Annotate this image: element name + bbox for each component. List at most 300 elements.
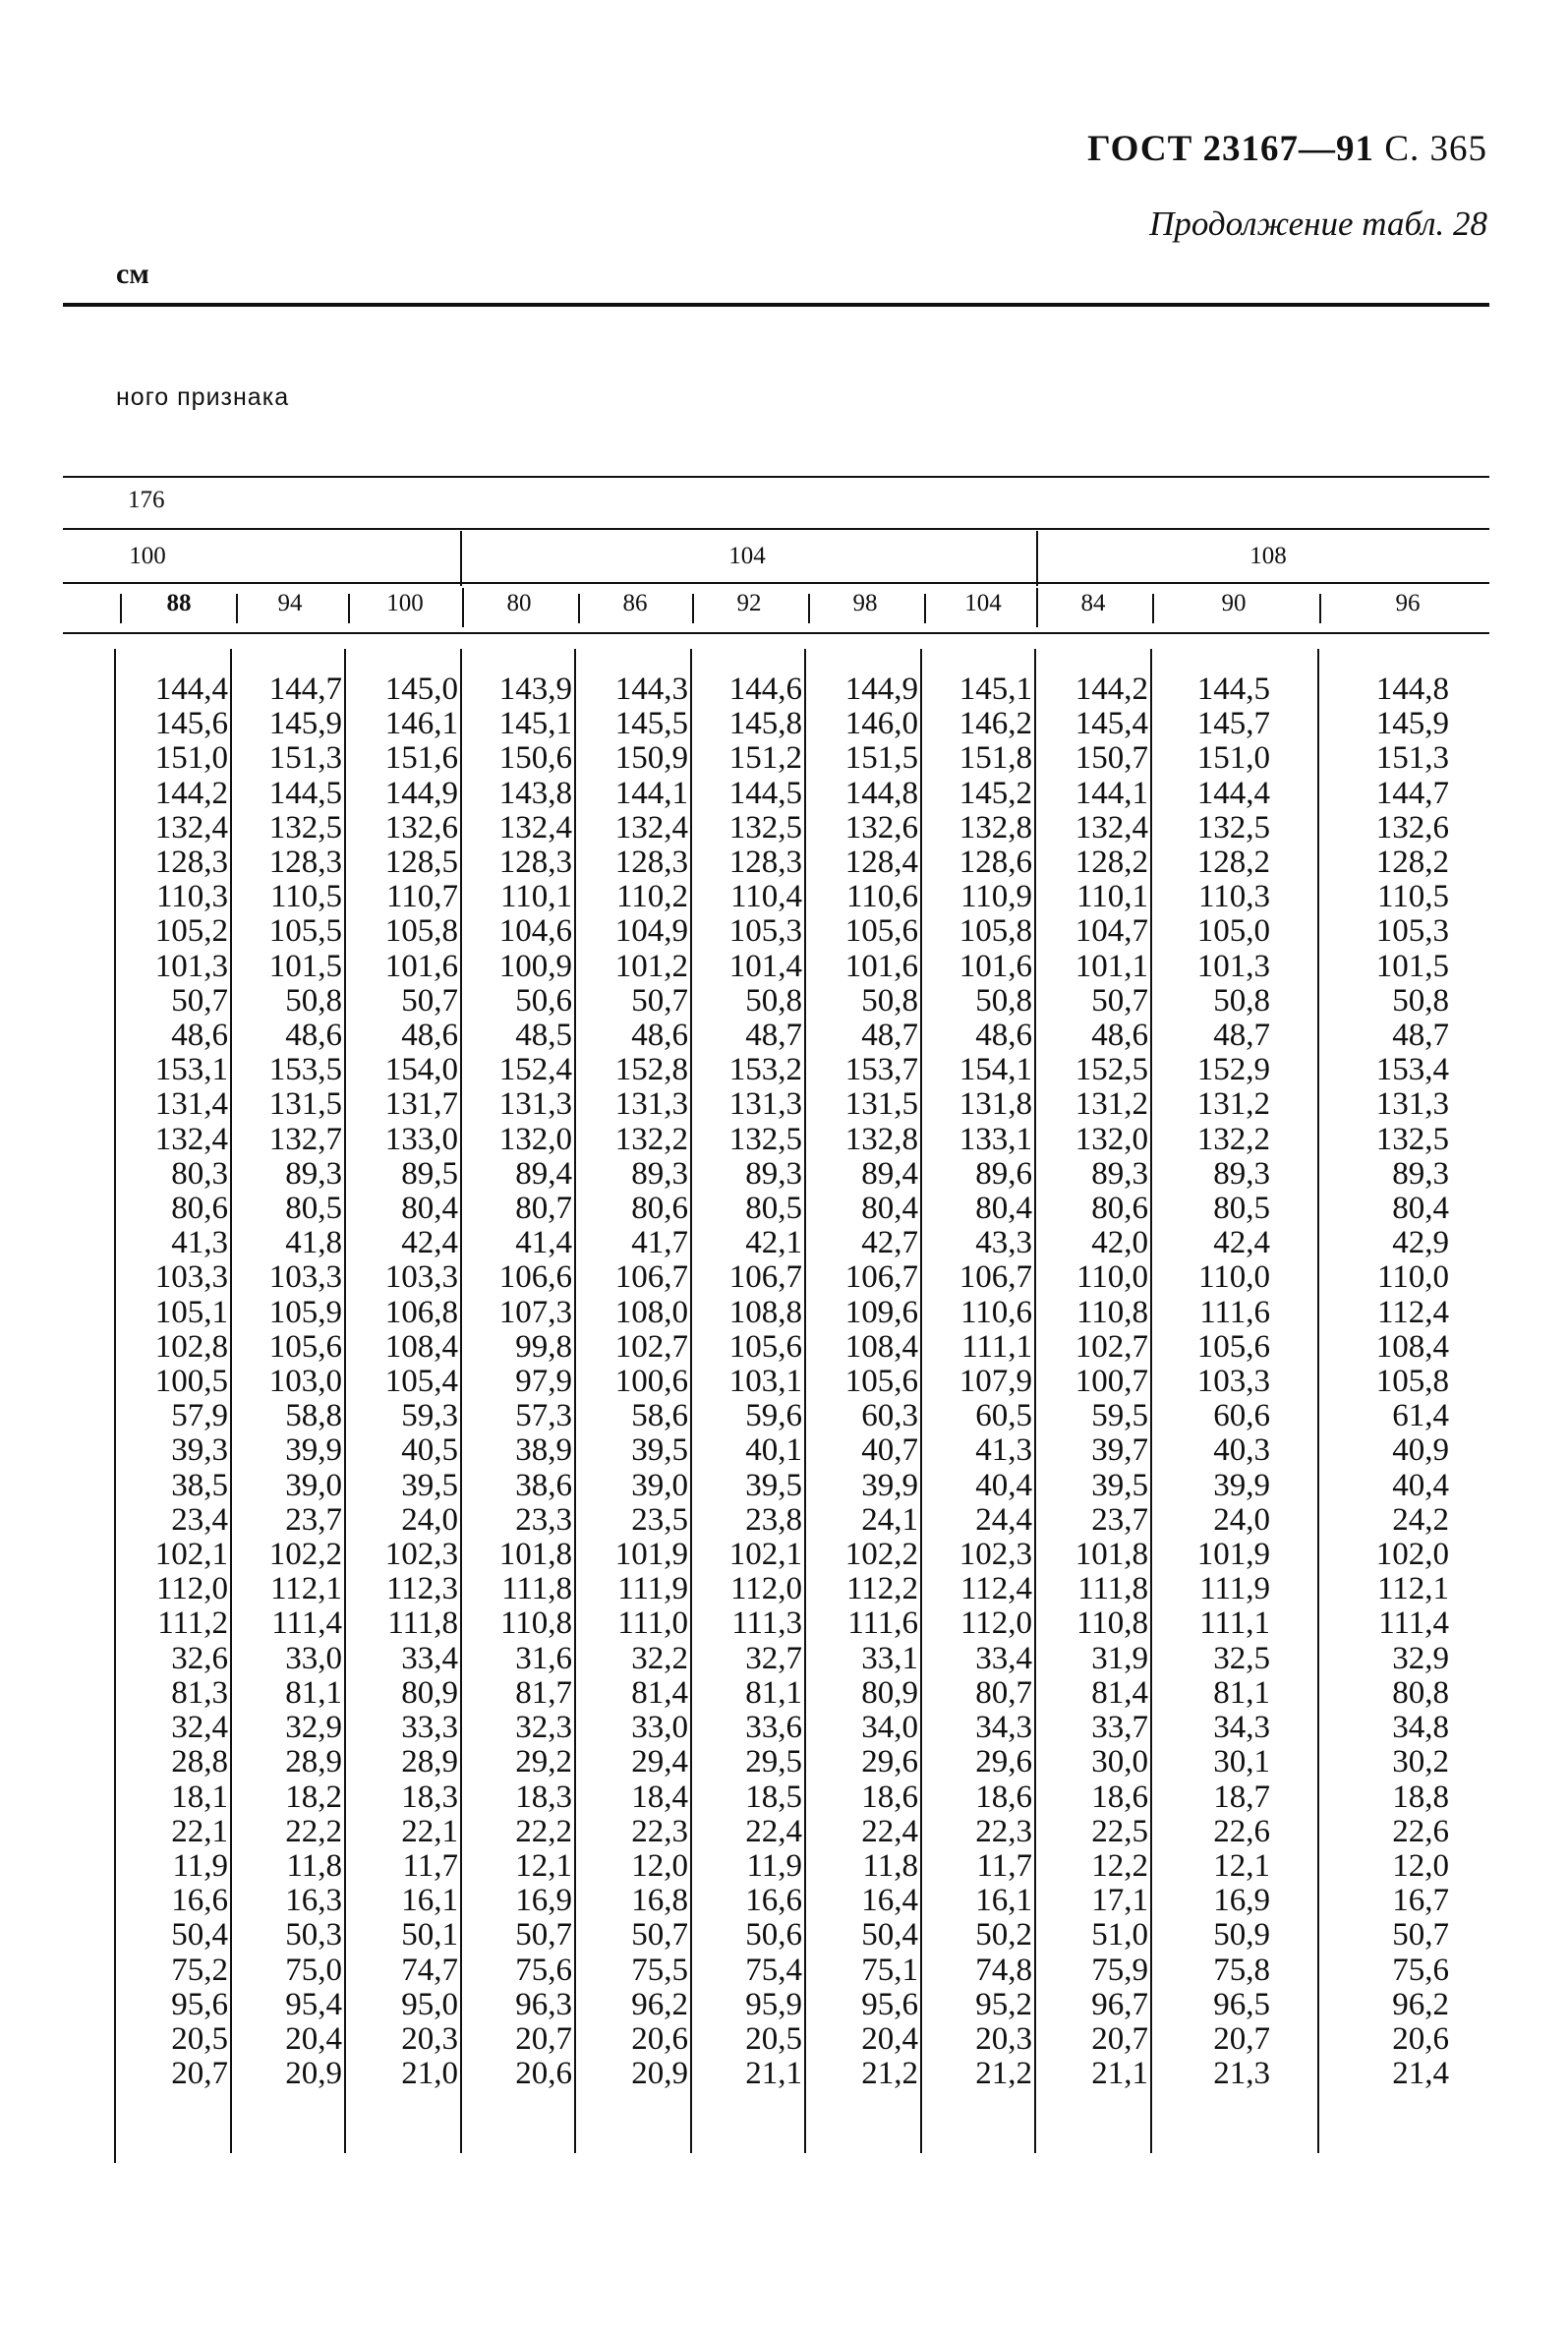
table-cell: 80,5 xyxy=(745,1191,802,1227)
table-cell: 95,6 xyxy=(861,1986,918,2022)
table-cell: 39,3 xyxy=(171,1432,228,1469)
table-cell: 41,8 xyxy=(285,1225,342,1261)
table-cell: 128,5 xyxy=(384,845,458,881)
table-cell: 16,9 xyxy=(515,1883,572,1919)
table-cell: 111,1 xyxy=(961,1328,1032,1365)
table-cell: 50,6 xyxy=(515,982,572,1019)
table-cell: 89,3 xyxy=(745,1155,802,1192)
table-cell: 75,5 xyxy=(631,1952,688,1988)
table-cell: 22,6 xyxy=(1392,1813,1449,1849)
header-separator xyxy=(808,594,810,623)
table-cell: 30,2 xyxy=(1392,1744,1449,1780)
table-cell: 108,4 xyxy=(844,1328,918,1365)
table-cell: 48,7 xyxy=(861,1018,918,1054)
table-cell: 48,7 xyxy=(1213,1018,1270,1054)
table-cell: 89,3 xyxy=(285,1155,342,1192)
table-cell: 99,8 xyxy=(515,1328,572,1365)
table-cell: 23,5 xyxy=(631,1501,688,1538)
table-cell: 50,8 xyxy=(745,982,802,1019)
page-header xyxy=(1087,128,1487,170)
table-cell: 111,6 xyxy=(847,1605,918,1642)
table-cell: 81,4 xyxy=(1091,1674,1148,1711)
table-cell: 128,6 xyxy=(958,845,1032,881)
table-cell: 22,3 xyxy=(631,1813,688,1849)
table-cell: 102,8 xyxy=(154,1328,228,1365)
table-cell: 106,7 xyxy=(614,1259,688,1296)
table-cell: 103,3 xyxy=(1196,1364,1270,1400)
table-cell: 20,4 xyxy=(861,2020,918,2057)
table-cell: 128,3 xyxy=(614,845,688,881)
table-cell: 111,3 xyxy=(731,1605,802,1642)
column-separator xyxy=(114,649,116,2163)
table-cell: 39,0 xyxy=(631,1467,688,1503)
table-cell: 59,6 xyxy=(745,1398,802,1434)
subgroup-label: 108 xyxy=(1249,543,1287,569)
table-cell: 22,2 xyxy=(515,1813,572,1849)
table-cell: 75,1 xyxy=(861,1952,918,1988)
table-cell: 50,1 xyxy=(401,1917,458,1954)
table-cell: 42,0 xyxy=(1091,1225,1148,1261)
table-cell: 58,8 xyxy=(285,1398,342,1434)
table-cell: 110,7 xyxy=(385,879,458,915)
table-cell: 151,5 xyxy=(844,740,918,777)
table-cell: 106,7 xyxy=(728,1259,802,1296)
table-cell: 105,2 xyxy=(154,913,228,950)
table-cell: 97,9 xyxy=(515,1364,572,1400)
table-cell: 16,8 xyxy=(631,1883,688,1919)
table-cell: 145,1 xyxy=(958,671,1032,707)
table-cell: 143,9 xyxy=(498,671,572,707)
table-cell: 12,1 xyxy=(1213,1847,1270,1884)
table-cell: 95,4 xyxy=(285,1986,342,2022)
table-cell: 146,2 xyxy=(958,706,1032,742)
column-separator xyxy=(920,649,922,2153)
table-cell: 39,5 xyxy=(745,1467,802,1503)
table-cell: 131,5 xyxy=(844,1086,918,1123)
header-separator xyxy=(1152,594,1154,623)
table-cell: 128,3 xyxy=(268,845,342,881)
table-cell: 80,7 xyxy=(515,1191,572,1227)
table-cell: 112,2 xyxy=(845,1571,918,1607)
table-cell: 128,3 xyxy=(728,845,802,881)
table-cell: 23,3 xyxy=(515,1501,572,1538)
table-cell: 153,1 xyxy=(154,1052,228,1088)
table-column xyxy=(808,672,918,2091)
table-cell: 132,8 xyxy=(844,1121,918,1157)
table-cell: 50,8 xyxy=(285,982,342,1019)
table-cell: 18,1 xyxy=(171,1779,228,1815)
table-cell: 144,8 xyxy=(844,775,918,811)
table-cell: 75,6 xyxy=(1392,1952,1449,1988)
table-cell: 132,0 xyxy=(498,1121,572,1157)
table-cell: 112,0 xyxy=(959,1605,1032,1642)
table-cell: 102,2 xyxy=(268,1537,342,1573)
table-cell: 21,1 xyxy=(1091,2056,1148,2092)
table-cell: 80,8 xyxy=(1392,1674,1449,1711)
table-cell: 111,9 xyxy=(617,1571,688,1607)
table-column xyxy=(578,672,688,2091)
table-cell: 101,3 xyxy=(154,948,228,984)
table-cell: 110,3 xyxy=(1197,879,1270,915)
table-cell: 74,8 xyxy=(975,1952,1032,1988)
table-cell: 32,5 xyxy=(1213,1640,1270,1676)
table-cell: 21,3 xyxy=(1213,2056,1270,2092)
table-cell: 101,6 xyxy=(958,948,1032,984)
table-cell: 105,5 xyxy=(268,913,342,950)
table-cell: 89,4 xyxy=(515,1155,572,1192)
header-separator xyxy=(236,594,238,623)
table-cell: 42,9 xyxy=(1392,1225,1449,1261)
table-cell: 40,3 xyxy=(1213,1432,1270,1469)
table-cell: 101,2 xyxy=(614,948,688,984)
table-column xyxy=(1038,672,1148,2091)
table-cell: 31,9 xyxy=(1091,1640,1148,1676)
table-cell: 110,1 xyxy=(1075,879,1148,915)
table-cell: 111,8 xyxy=(1077,1571,1148,1607)
table-cell: 132,6 xyxy=(1375,809,1449,846)
table-cell: 50,9 xyxy=(1213,1917,1270,1954)
table-cell: 20,4 xyxy=(285,2020,342,2057)
table-cell: 128,3 xyxy=(154,845,228,881)
table-cell: 96,3 xyxy=(515,1986,572,2022)
table-cell: 18,8 xyxy=(1392,1779,1449,1815)
header-separator xyxy=(348,594,350,623)
table-cell: 41,3 xyxy=(975,1432,1032,1469)
table-cell: 144,2 xyxy=(1074,671,1148,707)
table-cell: 145,8 xyxy=(728,706,802,742)
table-cell: 96,7 xyxy=(1091,1986,1148,2022)
table-cell: 22,6 xyxy=(1213,1813,1270,1849)
header-separator xyxy=(462,588,464,627)
table-cell: 50,8 xyxy=(1213,982,1270,1019)
table-cell: 89,4 xyxy=(861,1155,918,1192)
table-cell: 96,2 xyxy=(1392,1986,1449,2022)
column-separator xyxy=(460,649,462,2153)
table-cell: 103,3 xyxy=(384,1259,458,1296)
table-cell: 42,7 xyxy=(861,1225,918,1261)
table-cell: 30,0 xyxy=(1091,1744,1148,1780)
table-cell: 131,3 xyxy=(614,1086,688,1123)
table-cell: 132,4 xyxy=(614,809,688,846)
table-cell: 132,5 xyxy=(1196,809,1270,846)
table-cell: 12,0 xyxy=(631,1847,688,1884)
table-cell: 131,4 xyxy=(154,1086,228,1123)
table-cell: 145,1 xyxy=(498,706,572,742)
table-cell: 111,8 xyxy=(501,1571,572,1607)
standard-number: ГОСТ 23167—91 xyxy=(1087,129,1375,169)
table-cell: 101,8 xyxy=(1074,1537,1148,1573)
table-cell: 20,7 xyxy=(1213,2020,1270,2057)
table-cell: 40,4 xyxy=(1392,1467,1449,1503)
header-separator xyxy=(1319,594,1321,623)
table-cell: 24,1 xyxy=(861,1501,918,1538)
table-cell: 81,4 xyxy=(631,1674,688,1711)
table-cell: 132,4 xyxy=(154,1121,228,1157)
column-header: 84 xyxy=(1080,590,1106,616)
table-cell: 18,3 xyxy=(401,1779,458,1815)
header-separator xyxy=(120,594,122,623)
table-cell: 152,5 xyxy=(1074,1052,1148,1088)
table-cell: 144,5 xyxy=(268,775,342,811)
table-cell: 112,0 xyxy=(729,1571,802,1607)
table-column xyxy=(694,672,802,2091)
header-rule-3 xyxy=(63,582,1489,584)
table-cell: 38,6 xyxy=(515,1467,572,1503)
column-header: 94 xyxy=(277,590,303,616)
table-cell: 23,7 xyxy=(285,1501,342,1538)
table-cell: 145,5 xyxy=(614,706,688,742)
column-header: 86 xyxy=(622,590,648,616)
table-cell: 33,0 xyxy=(285,1640,342,1676)
table-cell: 22,1 xyxy=(401,1813,458,1849)
table-cell: 75,0 xyxy=(285,1952,342,1988)
table-cell: 34,8 xyxy=(1392,1710,1449,1746)
table-cell: 50,7 xyxy=(171,982,228,1019)
table-cell: 39,5 xyxy=(631,1432,688,1469)
table-cell: 22,4 xyxy=(745,1813,802,1849)
table-cell: 153,4 xyxy=(1375,1052,1449,1088)
table-cell: 108,0 xyxy=(614,1294,688,1330)
table-cell: 131,3 xyxy=(728,1086,802,1123)
table-cell: 132,0 xyxy=(1074,1121,1148,1157)
table-cell: 50,7 xyxy=(1392,1917,1449,1954)
table-cell: 105,6 xyxy=(1196,1328,1270,1365)
table-cell: 18,6 xyxy=(975,1779,1032,1815)
table-cell: 75,6 xyxy=(515,1952,572,1988)
table-cell: 128,3 xyxy=(498,845,572,881)
table-cell: 20,5 xyxy=(745,2020,802,2057)
table-cell: 80,4 xyxy=(975,1191,1032,1227)
table-cell: 20,5 xyxy=(171,2020,228,2057)
table-cell: 132,5 xyxy=(728,809,802,846)
table-cell: 110,4 xyxy=(729,879,802,915)
table-cell: 105,8 xyxy=(958,913,1032,950)
table-cell: 128,4 xyxy=(844,845,918,881)
column-separator xyxy=(804,649,806,2153)
table-cell: 60,5 xyxy=(975,1398,1032,1434)
table-cell: 16,7 xyxy=(1392,1883,1449,1919)
table-cell: 33,1 xyxy=(861,1640,918,1676)
table-cell: 24,2 xyxy=(1392,1501,1449,1538)
table-cell: 32,9 xyxy=(285,1710,342,1746)
table-cell: 105,8 xyxy=(384,913,458,950)
table-cell: 80,9 xyxy=(401,1674,458,1711)
table-cell: 131,8 xyxy=(958,1086,1032,1123)
table-cell: 20,6 xyxy=(1392,2020,1449,2057)
table-cell: 112,0 xyxy=(155,1571,228,1607)
table-cell: 80,4 xyxy=(1392,1191,1449,1227)
table-cell: 23,4 xyxy=(171,1501,228,1538)
table-cell: 111,8 xyxy=(387,1605,458,1642)
table-cell: 132,2 xyxy=(1196,1121,1270,1157)
top-rule xyxy=(63,303,1489,307)
table-cell: 51,0 xyxy=(1091,1917,1148,1954)
table-cell: 18,6 xyxy=(1091,1779,1148,1815)
table-cell: 106,7 xyxy=(844,1259,918,1296)
table-cell: 110,5 xyxy=(269,879,342,915)
table-cell: 111,9 xyxy=(1199,1571,1270,1607)
table-cell: 42,4 xyxy=(1213,1225,1270,1261)
table-column xyxy=(118,672,228,2091)
table-cell: 108,4 xyxy=(384,1328,458,1365)
table-cell: 131,2 xyxy=(1196,1086,1270,1123)
table-cell: 28,8 xyxy=(171,1744,228,1780)
table-cell: 20,6 xyxy=(631,2020,688,2057)
table-cell: 41,7 xyxy=(631,1225,688,1261)
table-cell: 102,3 xyxy=(958,1537,1032,1573)
table-cell: 100,5 xyxy=(154,1364,228,1400)
table-cell: 80,4 xyxy=(861,1191,918,1227)
table-cell: 110,0 xyxy=(1197,1259,1270,1296)
table-cell: 110,0 xyxy=(1075,1259,1148,1296)
table-cell: 12,2 xyxy=(1091,1847,1148,1884)
table-cell: 11,7 xyxy=(402,1847,458,1884)
table-cell: 39,5 xyxy=(1091,1467,1148,1503)
table-cell: 144,1 xyxy=(614,775,688,811)
table-cell: 20,9 xyxy=(285,2056,342,2092)
table-cell: 100,9 xyxy=(498,948,572,984)
table-cell: 144,9 xyxy=(844,671,918,707)
table-cell: 89,3 xyxy=(1213,1155,1270,1192)
table-cell: 50,7 xyxy=(631,1917,688,1954)
table-cell: 144,2 xyxy=(154,775,228,811)
table-cell: 20,3 xyxy=(975,2020,1032,2057)
table-cell: 151,2 xyxy=(728,740,802,777)
table-cell: 18,4 xyxy=(631,1779,688,1815)
header-separator xyxy=(1036,588,1038,627)
subgroup-separator xyxy=(460,531,462,586)
table-cell: 132,5 xyxy=(1375,1121,1449,1157)
table-cell: 12,0 xyxy=(1392,1847,1449,1884)
table-cell: 34,3 xyxy=(1213,1710,1270,1746)
table-cell: 96,2 xyxy=(631,1986,688,2022)
table-cell: 154,1 xyxy=(958,1052,1032,1088)
table-cell: 151,0 xyxy=(154,740,228,777)
table-cell: 144,3 xyxy=(614,671,688,707)
table-cell: 40,7 xyxy=(861,1432,918,1469)
table-cell: 30,1 xyxy=(1213,1744,1270,1780)
table-cell: 80,4 xyxy=(401,1191,458,1227)
table-cell: 145,9 xyxy=(1375,706,1449,742)
table-cell: 20,7 xyxy=(171,2056,228,2092)
table-cell: 33,4 xyxy=(975,1640,1032,1676)
table-cell: 154,0 xyxy=(384,1052,458,1088)
table-cell: 108,8 xyxy=(728,1294,802,1330)
page-number: С. 365 xyxy=(1384,129,1487,169)
header-rule-2 xyxy=(63,528,1489,530)
table-cell: 48,6 xyxy=(401,1018,458,1054)
table-cell: 41,4 xyxy=(515,1225,572,1261)
table-cell: 80,7 xyxy=(975,1674,1032,1711)
table-cell: 22,5 xyxy=(1091,1813,1148,1849)
table-cell: 18,6 xyxy=(861,1779,918,1815)
table-cell: 111,6 xyxy=(1199,1294,1270,1330)
table-cell: 29,4 xyxy=(631,1744,688,1780)
column-separator xyxy=(1317,649,1319,2153)
column-header: 104 xyxy=(964,590,1002,616)
table-cell: 108,4 xyxy=(1375,1328,1449,1365)
table-cell: 18,2 xyxy=(285,1779,342,1815)
table-cell: 81,1 xyxy=(1213,1674,1270,1711)
table-cell: 144,4 xyxy=(1196,775,1270,811)
table-cell: 153,5 xyxy=(268,1052,342,1088)
table-cell: 39,9 xyxy=(861,1467,918,1503)
table-cell: 104,9 xyxy=(614,913,688,950)
table-cell: 50,8 xyxy=(861,982,918,1019)
table-cell: 42,1 xyxy=(745,1225,802,1261)
table-cell: 80,6 xyxy=(631,1191,688,1227)
table-cell: 50,4 xyxy=(171,1917,228,1954)
subgroup-label: 104 xyxy=(728,543,766,569)
table-cell: 146,1 xyxy=(384,706,458,742)
table-cell: 18,5 xyxy=(745,1779,802,1815)
table-cell: 110,0 xyxy=(1376,1259,1449,1296)
table-cell: 152,8 xyxy=(614,1052,688,1088)
table-cell: 132,4 xyxy=(1074,809,1148,846)
table-cell: 22,3 xyxy=(975,1813,1032,1849)
table-cell: 95,0 xyxy=(401,1986,458,2022)
table-cell: 107,9 xyxy=(958,1364,1032,1400)
table-cell: 16,9 xyxy=(1213,1883,1270,1919)
table-cell: 110,6 xyxy=(959,1294,1032,1330)
table-cell: 102,0 xyxy=(1375,1537,1449,1573)
table-cell: 102,7 xyxy=(1074,1328,1148,1365)
table-cell: 34,0 xyxy=(861,1710,918,1746)
table-cell: 40,9 xyxy=(1392,1432,1449,1469)
table-cell: 132,5 xyxy=(728,1121,802,1157)
table-cell: 12,1 xyxy=(515,1847,572,1884)
table-cell: 20,3 xyxy=(401,2020,458,2057)
table-cell: 145,0 xyxy=(384,671,458,707)
table-cell: 144,1 xyxy=(1074,775,1148,811)
column-header: 100 xyxy=(386,590,424,616)
table-column xyxy=(1321,672,1449,2091)
table-cell: 41,3 xyxy=(171,1225,228,1261)
table-cell: 32,2 xyxy=(631,1640,688,1676)
table-cell: 21,2 xyxy=(861,2056,918,2092)
table-cell: 40,4 xyxy=(975,1467,1032,1503)
table-cell: 50,2 xyxy=(975,1917,1032,1954)
table-cell: 151,0 xyxy=(1196,740,1270,777)
table-cell: 132,6 xyxy=(844,809,918,846)
table-cell: 105,8 xyxy=(1375,1364,1449,1400)
table-cell: 101,1 xyxy=(1074,948,1148,984)
table-column xyxy=(464,672,572,2091)
table-cell: 132,5 xyxy=(268,809,342,846)
table-cell: 101,6 xyxy=(384,948,458,984)
table-cell: 144,6 xyxy=(728,671,802,707)
table-cell: 11,9 xyxy=(746,1847,802,1884)
table-cell: 132,6 xyxy=(384,809,458,846)
table-cell: 105,9 xyxy=(268,1294,342,1330)
column-header: 92 xyxy=(736,590,762,616)
table-cell: 105,4 xyxy=(384,1364,458,1400)
table-cell: 50,7 xyxy=(631,982,688,1019)
table-cell: 132,8 xyxy=(958,809,1032,846)
table-cell: 128,2 xyxy=(1196,845,1270,881)
table-cell: 150,6 xyxy=(498,740,572,777)
table-cell: 95,2 xyxy=(975,1986,1032,2022)
table-cell: 89,3 xyxy=(1392,1155,1449,1192)
column-separator xyxy=(690,649,692,2153)
table-cell: 110,8 xyxy=(1075,1605,1148,1642)
table-cell: 133,0 xyxy=(384,1121,458,1157)
table-cell: 101,8 xyxy=(498,1537,572,1573)
table-cell: 132,2 xyxy=(614,1121,688,1157)
table-cell: 34,3 xyxy=(975,1710,1032,1746)
table-cell: 16,1 xyxy=(401,1883,458,1919)
table-cell: 40,1 xyxy=(745,1432,802,1469)
